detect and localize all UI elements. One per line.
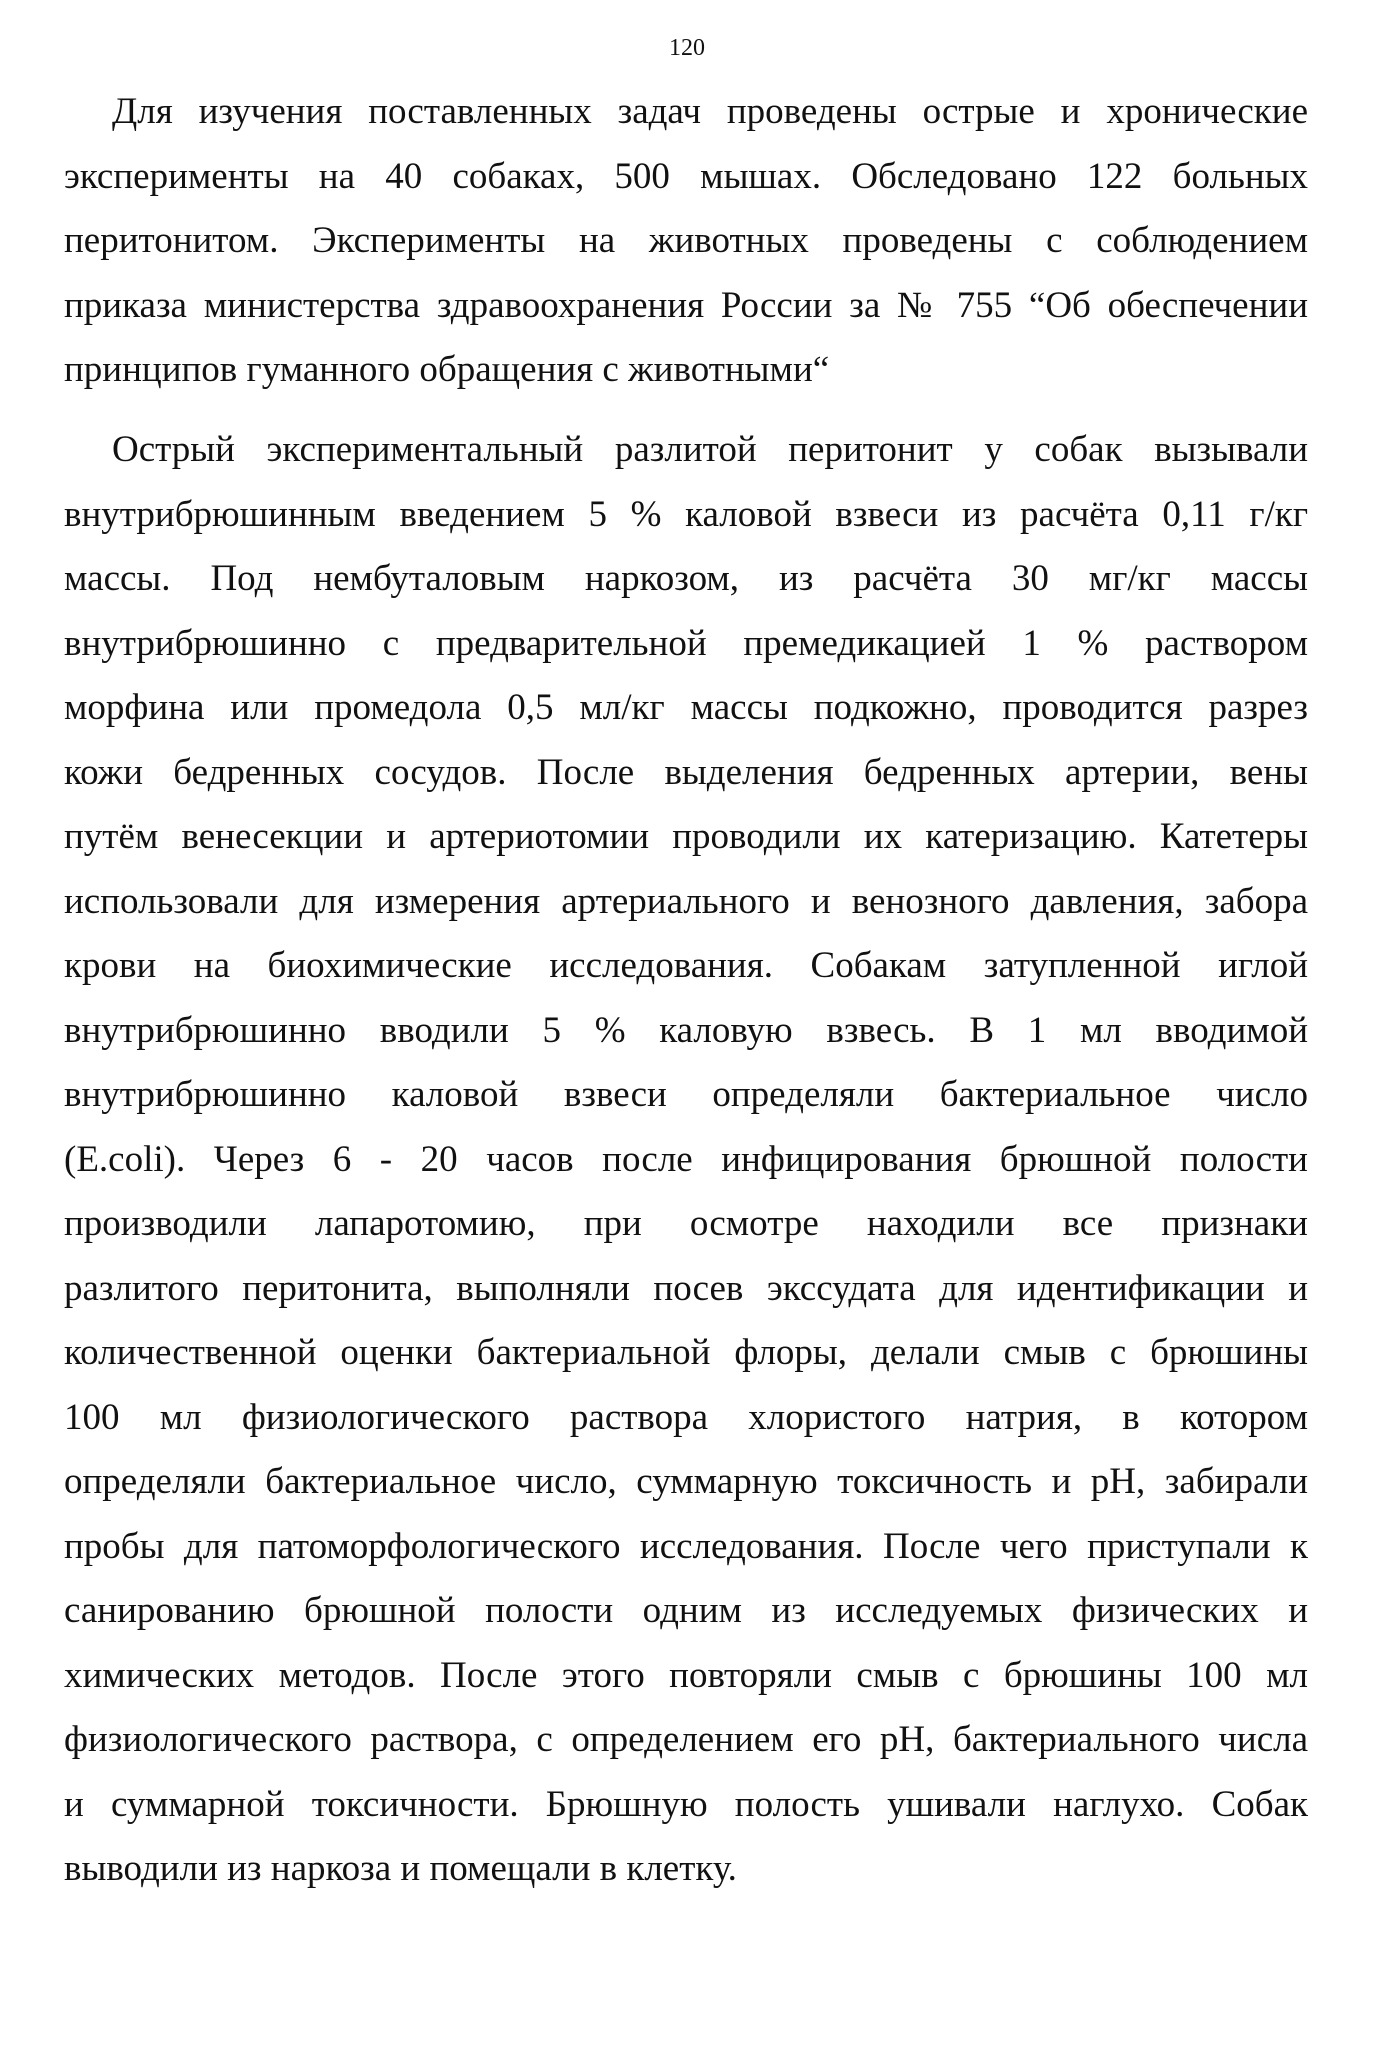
paragraph-line: 100 мл физиологического раствора хлористого натрия, в котором (64, 1396, 1308, 1438)
paragraph-line: физиологического раствора, с определением его pH, бактериального числа (64, 1719, 1308, 1760)
paragraph-line: использовали для измерения артериального и венозного давления, забора (64, 880, 1308, 922)
paragraph-line: кожи бедренных сосудов. После выделения бедренных артерии, вены (64, 751, 1308, 793)
paragraph-line: пробы для патоморфологического исследования. После чего приступали к (64, 1525, 1308, 1567)
paragraph-1 (64, 80, 1308, 403)
paragraph-line: определяли бактериальное число, суммарную токсичность и pH, забирали (64, 1461, 1308, 1502)
paragraph-2 (64, 418, 1308, 1902)
paragraph-line: разлитого перитонита, выполняли посев экссудата для идентификации и (64, 1267, 1308, 1309)
paragraph-line: эксперименты на 40 собаках, 500 мышах. Обследовано 122 больных (64, 155, 1308, 197)
paragraph-line: (E.coli). Через 6 - 20 часов после инфицирования брюшной полости (64, 1138, 1308, 1180)
paragraph-line: санированию брюшной полости одним из исследуемых физических и (64, 1590, 1308, 1631)
paragraph-line: производили лапаротомию, при осмотре находили все признаки (64, 1203, 1308, 1244)
page-number: 120 (669, 35, 705, 61)
paragraph-line: морфина или промедола 0,5 мл/кг массы подкожно, проводится разрез (64, 687, 1308, 728)
paragraph-line: перитонитом. Эксперименты на животных проведены с соблюдением (64, 220, 1308, 261)
paragraph-line: химических методов. После этого повторяли смыв с брюшины 100 мл (64, 1654, 1308, 1696)
paragraph-line: внутрибрюшинно вводили 5 % каловую взвесь. В 1 мл вводимой (64, 1009, 1308, 1051)
paragraph-line: принципов гуманного обращения с животными“ (64, 349, 830, 390)
paragraph-line: количественной оценки бактериальной флоры, делали смыв с брюшины (64, 1332, 1308, 1373)
paragraph-line: приказа министерства здравоохранения России за № 755 “Об обеспечении (64, 284, 1308, 326)
paragraph-line: внутрибрюшинно каловой взвеси определяли бактериальное число (64, 1074, 1308, 1115)
paragraph-line: внутрибрюшинным введением 5 % каловой взвеси из расчёта 0,11 г/кг (64, 493, 1308, 535)
paragraph-line: путём венесекции и артериотомии проводили их катеризацию. Катетеры (64, 816, 1308, 857)
paragraph-line: Для изучения поставленных задач проведены острые и хронические (112, 91, 1308, 132)
paragraph-line: крови на биохимические исследования. Собакам затупленной иглой (64, 945, 1308, 986)
paragraph-line: внутрибрюшинно с предварительной премедикацией 1 % раствором (64, 622, 1308, 664)
paragraph-line: массы. Под нембуталовым наркозом, из расчёта 30 мг/кг массы (64, 558, 1308, 599)
paragraph-line: и суммарной токсичности. Брюшную полость ушивали наглухо. Собак (64, 1783, 1308, 1825)
paragraph-line: Острый экспериментальный разлитой перитонит у собак вызывали (112, 429, 1308, 470)
paragraph-line: выводили из наркоза и помещали в клетку. (64, 1848, 737, 1889)
